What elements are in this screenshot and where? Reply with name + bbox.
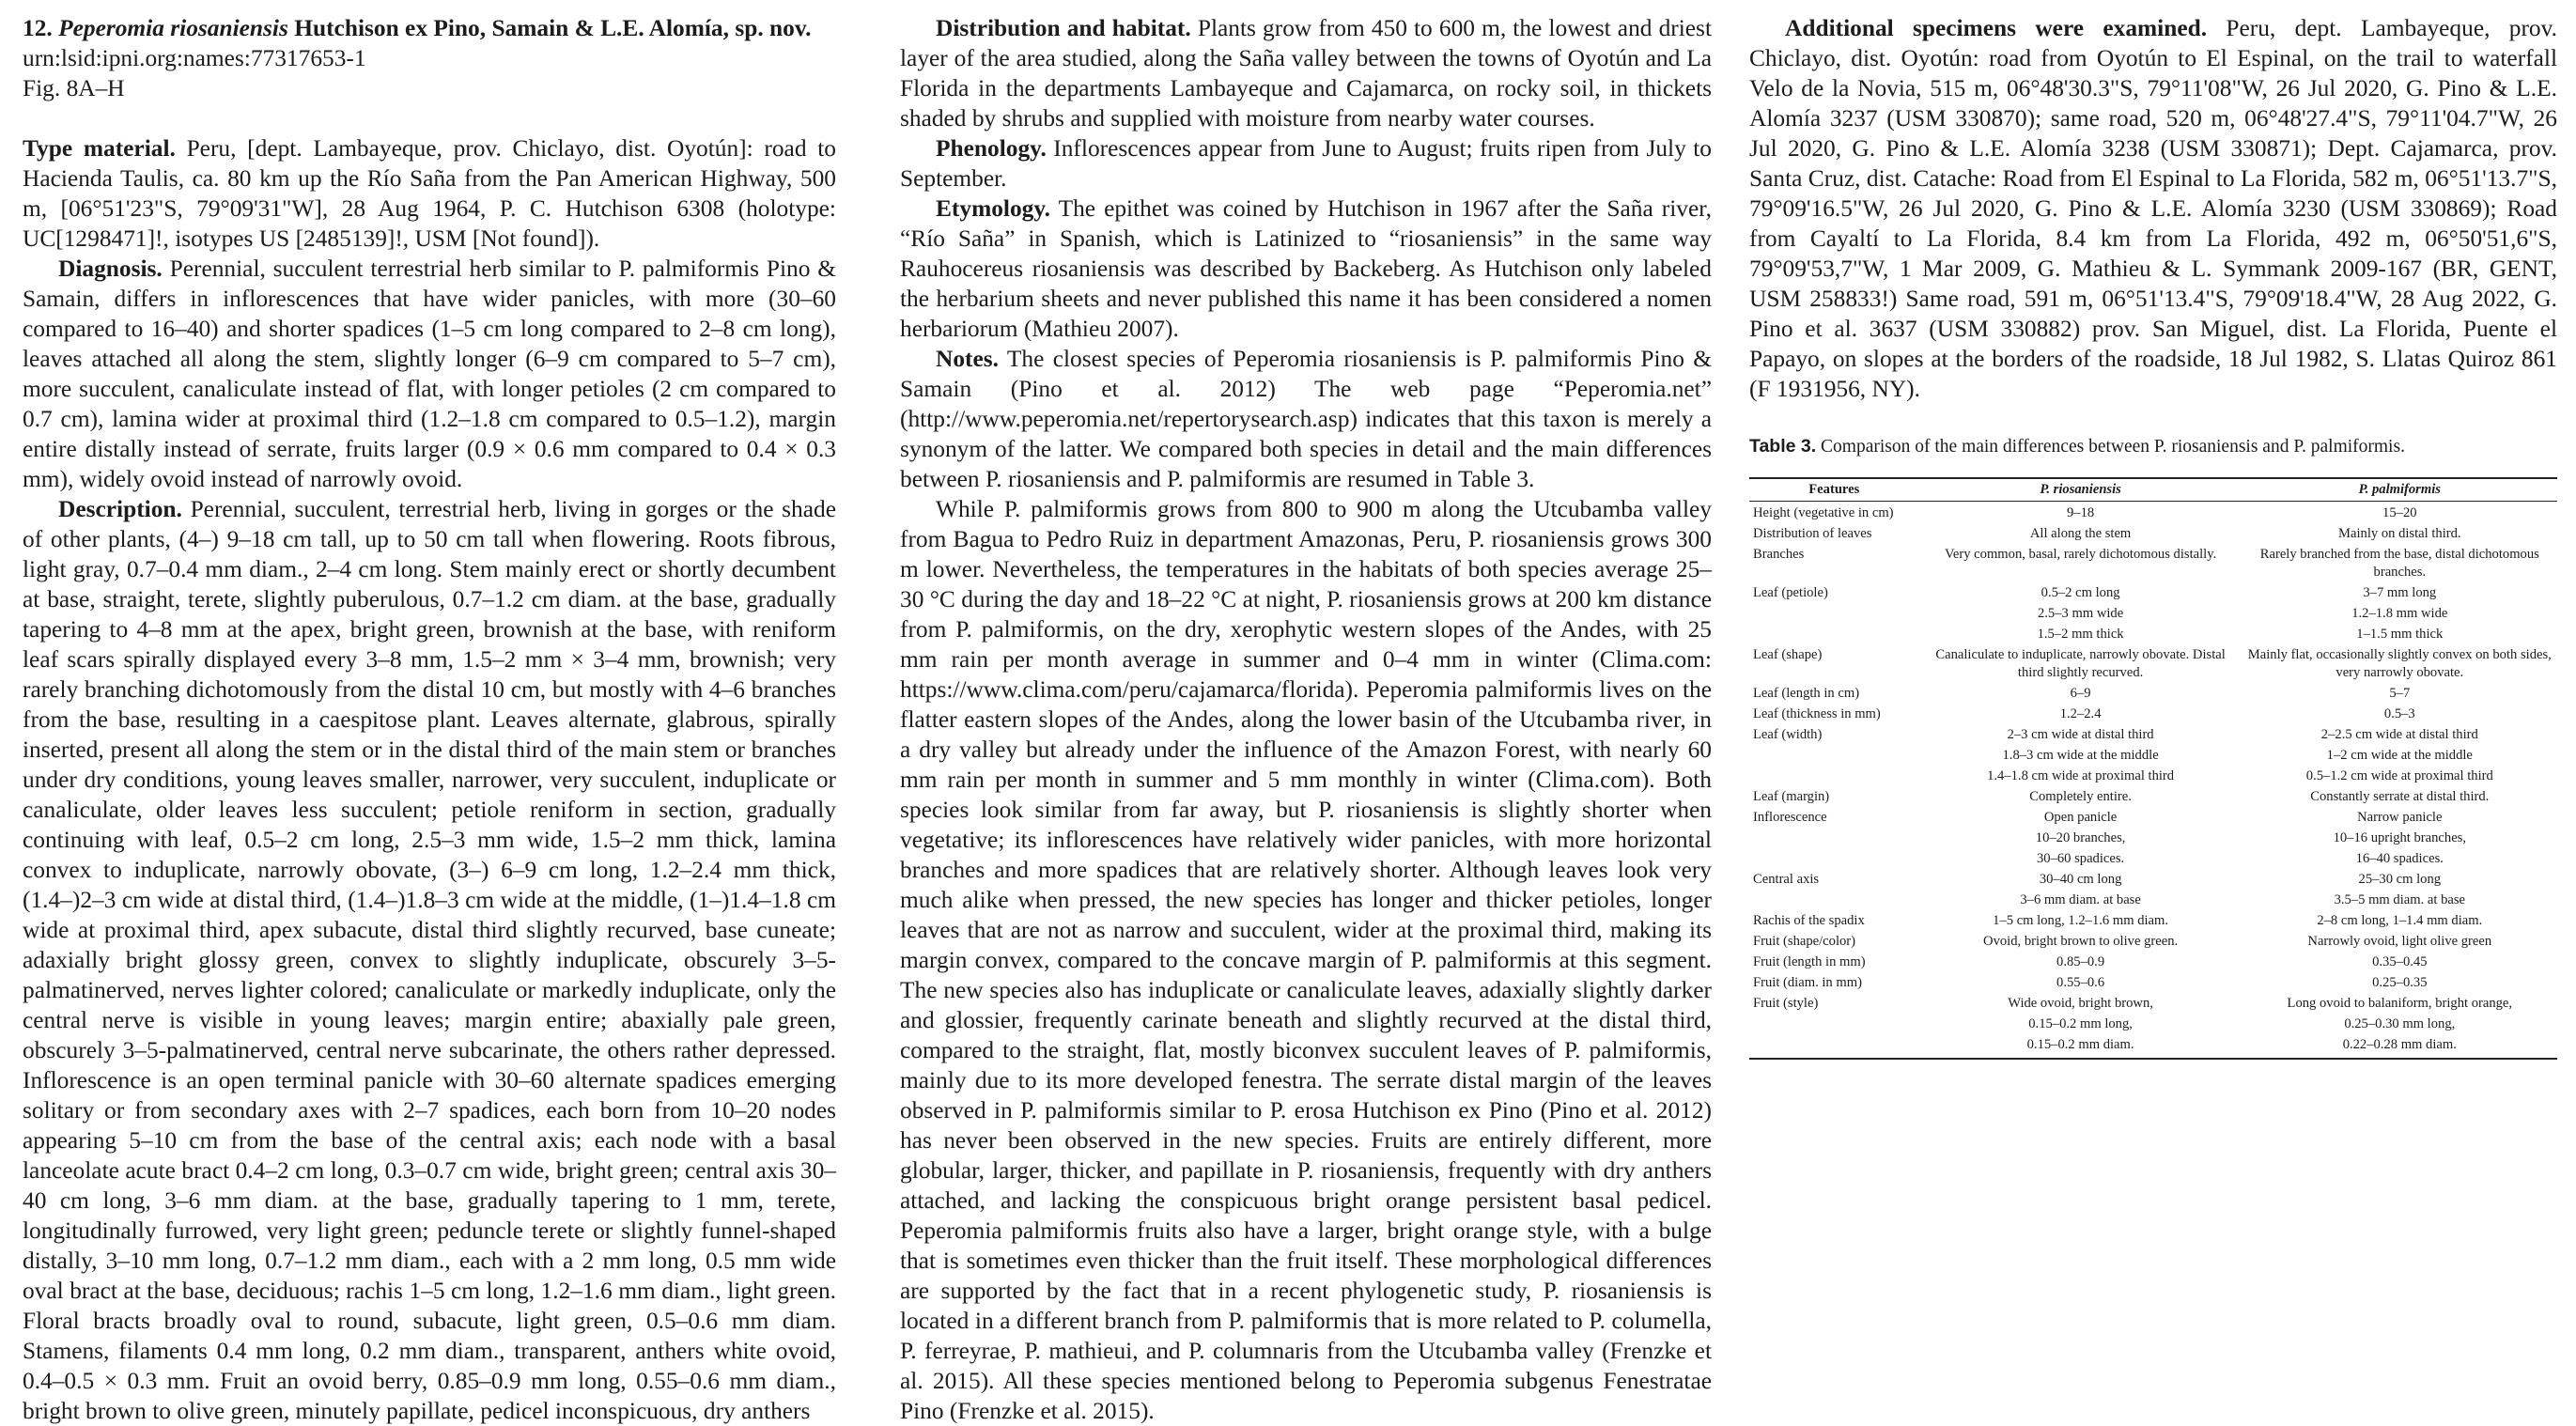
- table-cell-palmiformis: 1.2–1.8 mm wide: [2351, 606, 2448, 621]
- table-cell-feature: Leaf (length in cm): [1753, 686, 1860, 701]
- table-cell-feature: Height (vegetative in cm): [1753, 505, 1894, 520]
- comparison-table: [1749, 477, 2557, 1060]
- table-row: [1749, 785, 2557, 806]
- notes-paragraph: [900, 344, 1712, 494]
- notes-label: Notes.: [936, 346, 999, 372]
- table-header-features: Features: [1749, 478, 1919, 502]
- table-header-row: [1749, 478, 2557, 502]
- description-label: Description.: [58, 496, 182, 522]
- table-cell-feature: [1749, 1013, 1919, 1033]
- table-cell-riosaniensis: 0.5–2 cm long: [2041, 585, 2120, 600]
- table-cell-feature: Leaf (petiole): [1753, 585, 1828, 600]
- species-authors: Hutchison ex Pino, Samain & L.E. Alomía, sp. nov.: [294, 15, 812, 41]
- table-row: [1749, 765, 2557, 785]
- table-header-palmiformis: P. palmiformis: [2242, 478, 2557, 502]
- table-cell-palmiformis: 3–7 mm long: [2363, 585, 2437, 600]
- table-cell-palmiformis: 15–20: [2382, 505, 2417, 520]
- left-column: [23, 13, 836, 1424]
- table-row: [1749, 744, 2557, 765]
- table-cell-feature: Distribution of leaves: [1753, 526, 1872, 541]
- table-header-riosaniensis: P. riosaniensis: [1919, 478, 2242, 502]
- table-row: [1749, 643, 2557, 682]
- table-cell-riosaniensis: 0.15–0.2 mm long,: [2028, 1016, 2133, 1031]
- species-heading: [23, 13, 836, 43]
- table-row: [1749, 581, 2557, 602]
- table-cell-feature: Leaf (thickness in mm): [1753, 706, 1881, 721]
- table-cell-riosaniensis: 0.15–0.2 mm diam.: [1919, 1033, 2242, 1059]
- diagnosis-text: Perennial, succulent terrestrial herb similar to P. palmiformis Pino & Samain, differs in inflorescences that have wider panicles, with more (30–60 compared to 16–40) and shorter spadices (1–5 cm long compared to 2–8 cm long), leaves attached all along the stem, slightly longer (6–9 cm compared to 5–7 cm), more succulent, canaliculate instead of flat, with longer petioles (2 cm compared to 0.7 cm), lamina wider at proximal third (1.2–1.8 cm compared to 0.5–1.2), margin entire distally instead of serrate, fruits larger (0.9 × 0.6 mm compared to 0.4 × 0.3 mm), widely ovoid instead of narrowly ovoid.: [23, 256, 836, 492]
- table-row: [1749, 992, 2557, 1013]
- table-cell-riosaniensis: 1.4–1.8 cm wide at proximal third: [1987, 768, 2175, 783]
- etymology-paragraph: [900, 194, 1712, 344]
- notes-text: The closest species of Peperomia riosaniensis is P. palmiformis Pino & Samain (Pino et al. 2012) The web page “Peperomia.net” (http://www.peperomia.net/repertorysearch.asp) indicates that this taxon is merely a synonym of the latter. We compared both species in detail and the main differences between P. riosaniensis and P. palmiformis are resumed in Table 3.: [900, 346, 1713, 492]
- table-cell-riosaniensis: All along the stem: [2029, 526, 2132, 541]
- table-cell-palmiformis: 25–30 cm long: [2358, 872, 2442, 887]
- distribution-paragraph: [900, 13, 1712, 133]
- table-cell-feature: Fruit (length in mm): [1753, 954, 1866, 969]
- table-cell-palmiformis: 0.35–0.45: [2372, 954, 2428, 969]
- table-cell-palmiformis: 5–7: [2389, 686, 2411, 701]
- table-cell-riosaniensis: Very common, basal, rarely dichotomous distally.: [1944, 547, 2217, 562]
- table-row: [1749, 682, 2557, 703]
- table-cell-feature: Leaf (shape): [1753, 647, 1823, 662]
- description-paragraph: [23, 494, 836, 1426]
- table-cell-palmiformis: 16–40 spadices.: [2355, 851, 2444, 866]
- table-cell-palmiformis: 10–16 upright branches,: [2333, 830, 2467, 845]
- table-row: [1749, 806, 2557, 827]
- table-cell-riosaniensis: 2–3 cm wide at distal third: [2007, 727, 2154, 742]
- species-number: 12.: [23, 15, 53, 41]
- table-cell-feature: [1749, 889, 1919, 909]
- phenology-text: Inflorescences appear from June to August; fruits ripen from July to September.: [900, 135, 1712, 192]
- table-cell-palmiformis: 0.22–0.28 mm diam.: [2242, 1033, 2557, 1059]
- table-caption: [1749, 434, 2557, 459]
- table-cell-feature: [1749, 623, 1919, 643]
- table-cell-riosaniensis: 10–20 branches,: [2035, 830, 2126, 845]
- table-cell-feature: Leaf (margin): [1753, 789, 1830, 804]
- table-cell-palmiformis: Rarely branched from the base, distal dichotomous branches.: [2259, 547, 2539, 580]
- table-cell-riosaniensis: 1.5–2 mm thick: [2037, 627, 2124, 642]
- table-cell-riosaniensis: 30–60 spadices.: [2036, 851, 2125, 866]
- table-cell-riosaniensis: Canaliculate to induplicate, narrowly obovate. Distal third slightly recurved.: [1935, 647, 2226, 680]
- table-cell-palmiformis: 2–8 cm long, 1–1.4 mm diam.: [2317, 913, 2483, 928]
- type-material-text: Peru, [dept. Lambayeque, prov. Chiclayo, dist. Oyotún]: road to Hacienda Taulis, ca. 80 km up the Río Saña from the Pan American Highway, 500 m, [06°51'23"S, 79°09'31"W], 28 Aug 1964, P. C. Hutchison 6308 (holotype: UC[1298471]!, isotypes US [2485139]!, USM [Not found]).: [23, 135, 836, 252]
- additional-specimens-label: Additional specimens were examined.: [1785, 15, 2208, 41]
- table-cell-feature: Inflorescence: [1753, 810, 1827, 825]
- table-row: [1749, 930, 2557, 951]
- table-cell-feature: Branches: [1753, 547, 1805, 562]
- table-row: [1749, 502, 2557, 523]
- table-row: [1749, 951, 2557, 971]
- table-body: [1749, 502, 2557, 1060]
- ipni-urn: urn:lsid:ipni.org:names:77317653-1: [23, 45, 366, 71]
- table-cell-palmiformis: Mainly on distal third.: [2338, 526, 2461, 541]
- table-row: [1749, 543, 2557, 581]
- etymology-label: Etymology.: [936, 195, 1051, 222]
- type-material-label: Type material.: [23, 135, 176, 162]
- right-column: [1749, 13, 2557, 404]
- table-cell-palmiformis: Narrowly ovoid, light olive green: [2307, 934, 2492, 949]
- table-cell-feature: Rachis of the spadix: [1753, 913, 1865, 928]
- table-cell-feature: [1749, 602, 1919, 623]
- table-cell-palmiformis: 0.5–3: [2383, 706, 2415, 721]
- table-cell-palmiformis: 0.25–0.35: [2372, 975, 2428, 990]
- additional-specimens-text: Peru, dept. Lambayeque, prov. Chiclayo, dist. Oyotún: road from Oyotún to El Espinal, on the trail to waterfall Velo de la Novia, 515 m, 06°48'30.3"S, 79°11'08"W, 26 Jul 2020, G. Pino & L.E. Alomía 3237 (USM 330870); same road, 520 m, 06°48'27.4"S, 79°11'04.7"W, 26 Jul 2020, G. Pino & L.E. Alomía 3238 (USM 330871); Dept. Cajamarca, prov. Santa Cruz, dist. Catache: Road from El Espinal to La Florida, 582 m, 06°51'13.7"S, 79°09'16.5"W, 26 Jul 2020, G. Pino & L.E. Alomía 3230 (USM 330869); Road from Cayaltí to La Florida, 8.4 km from La Florida, 492 m, 06°50'51,6"S, 79°09'53,7"W, 1 Mar 2009, G. Mathieu & L. Symmank 2009-167 (BR, GENT, USM 258833!) Same road, 591 m, 06°51'13.4"S, 79°09'18.4"W, 28 Aug 2022, G. Pino et al. 3637 (USM 330882) prov. San Miguel, dist. La Florida, Puente el Papayo, on slopes at the borders of the roadside, 18 Jul 1982, S. Llatas Quiroz 861 (F 1931956, NY).: [1749, 15, 2557, 402]
- table-cell-palmiformis: 1–2 cm wide at the middle: [2326, 748, 2473, 763]
- table-row: [1749, 889, 2557, 909]
- comparison-paragraph: While P. palmiformis grows from 800 to 900 m along the Utcubamba valley from Bagua to Pedro Ruiz in department Amazonas, Peru, P. riosaniensis grows 300 m lower. Nevertheless, the temperatures in the habitats of both species average 25–30 °C during the day and 18–22 °C at night, P. riosaniensis grows at 200 km distance from P. palmiformis, on the dry, xerophytic western slopes of the Andes, with 25 mm rain per month average in summer and 0–4 mm in winter (Clima.com: https://www.clima.com/peru/cajamarca/florida). Peperomia palmiformis lives on the flatter eastern slopes of the Andes, along the lower basin of the Utcubamba river, in a dry valley but already under the influence of the Amazon Forest, with nearly 60 mm rain per month in summer and 5 mm monthly in winter (Clima.com). Both species look similar from far away, but P. riosaniensis is slightly shorter when vegetative; its inflorescences have relatively wider panicles, with more horizontal branches and more spadices that are relatively shorter. Although leaves look very much alike when pressed, the new species has longer and thicker petioles, longer leaves that are not as narrow and succulent, wider at the proximal third, making its margin convex, compared to the concave margin of P. palmiformis at this segment. The new species also has induplicate or canaliculate leaves, adaxially slightly darker and glossier, frequently carinate beneath and slightly recurved at the distal third, compared to the straight, flat, mostly biconvex succulent leaves of P. palmiformis, mainly due to its more developed fenestra. The serrate distal margin of the leaves observed in P. palmiformis similar to P. erosa Hutchison ex Pino (Pino et al. 2012) has never been observed in the new species. Fruits are entirely different, more globular, larger, thicker, and papillate in P. riosaniensis, frequently with dry anthers attached, and lacking the conspicuous bright orange persistent basal pedicel. Peperomia palmiformis fruits also have a larger, bright orange style, with a bulge that is sometimes even thicker than the fruit itself. These morphological differences are supported by the fact that in a recent phylogenetic study, P. riosaniensis is located in a different branch from P. palmiformis that is more related to P. columella, P. ferreyrae, P. mathieui, and P. columnaris from the Utcubamba valley (Frenzke et al. 2015). All these species mentioned belong to Peperomia subgenus Fenestratae Pino (Frenzke et al. 2015).: [900, 496, 1712, 1424]
- table-cell-feature: [1749, 765, 1919, 785]
- table-cell-riosaniensis: Completely entire.: [2029, 789, 2132, 804]
- table-cell-feature: [1749, 827, 1919, 847]
- table-cell-riosaniensis: 2.5–3 mm wide: [2037, 606, 2124, 621]
- table-cell-riosaniensis: 30–40 cm long: [2039, 872, 2122, 887]
- table-cell-palmiformis: 0.5–1.2 cm wide at proximal third: [2305, 768, 2493, 783]
- table-cell-feature: [1749, 744, 1919, 765]
- table-cell-riosaniensis: 0.55–0.6: [2056, 975, 2105, 990]
- table-row: [1749, 847, 2557, 868]
- species-name: Peperomia riosaniensis: [58, 15, 288, 41]
- description-text: Perennial, succulent, terrestrial herb, living in gorges or the shade of other plants, (4–) 9–18 cm tall, up to 50 cm tall when flowering. Roots fibrous, light gray, 0.7–0.4 mm diam., 2–4 cm long. Stem mainly erect or shortly decumbent at base, straight, terete, slightly puberulous, 0.7–1.2 cm diam. at the base, gradually tapering to 4–8 mm at the apex, bright green, brownish at the base, with reniform leaf scars spirally displayed every 3–8 mm, 1.5–2 mm × 3–4 mm, brownish; very rarely branching dichotomously from the distal 10 cm, but mostly with 4–6 branches from the base, resulting in a caespitose plant. Leaves alternate, glabrous, spirally inserted, present all along the stem or in the distal third of the main stem or branches under dry conditions, young leaves smaller, narrower, very succulent, induplicate or canaliculate, older leaves less succulent; petiole reniform in section, gradually continuing with leaf, 0.5–2 cm long, 2.5–3 mm wide, 1.5–2 mm thick, lamina convex to induplicate, narrowly obovate, (3–) 6–9 cm long, 1.2–2.4 mm thick, (1.4–)2–3 cm wide at distal third, (1.4–)1.8–3 cm wide at the middle, (1–)1.4–1.8 cm wide at proximal third, apex subacute, distal third slightly recurved, base cuneate; adaxially bright glossy green, convex to slightly induplicate, obscurely 3–5-palmatinerved, nerves lighter colored; canaliculate or markedly induplicate, only the central nerve is visible in young leaves; margin entire; abaxially pale green, obscurely 3–5-palmatinerved, central nerve subcarinate, the others rather depressed. Inflorescence is an open terminal panicle with 30–60 alternate spadices emerging solitary or from secondary axes with 2–7 spadices, each born from 10–20 nodes appearing 5–10 cm from the base of the central axis; each node with a basal lanceolate acute bract 0.4–2 cm long, 0.3–0.7 cm wide, bright green; central axis 30–40 cm long, 3–6 mm diam. at the base, gradually tapering to 1 mm, terete, longitudinally furrowed, very light green; peduncle terete or slightly funnel-shaped distally, 3–10 mm long, 0.7–1.2 mm diam., each with a 2 mm long, 0.5 mm wide oval bract at the base, deciduous; rachis 1–5 cm long, 1.2–1.6 mm diam., light green. Floral bracts broadly oval to round, subacute, light green, 0.5–0.6 mm diam. Stamens, filaments 0.4 mm long, 0.2 mm diam., transparent, anthers white ovoid, 0.4–0.5 × 0.3 mm. Fruit an ovoid berry, 0.85–0.9 mm long, 0.55–0.6 mm diam., bright brown to olive green, minutely papillate, pedicel inconspicuous, dry anthers: [23, 496, 836, 1424]
- distribution-label: Distribution and habitat.: [936, 15, 1191, 41]
- table-cell-feature: Fruit (diam. in mm): [1753, 975, 1862, 990]
- table-cell-palmiformis: 1–1.5 mm thick: [2356, 627, 2444, 642]
- table-cell-palmiformis: Mainly flat, occasionally slightly convex on both sides, very narrowly obovate.: [2247, 647, 2552, 680]
- diagnosis-paragraph: [23, 254, 836, 494]
- table-row: [1749, 522, 2557, 543]
- table-row: [1749, 602, 2557, 623]
- table-cell-riosaniensis: 3–6 mm diam. at base: [2020, 892, 2141, 907]
- middle-column: [900, 13, 1712, 1426]
- table-row: [1749, 971, 2557, 992]
- phenology-label: Phenology.: [936, 135, 1047, 162]
- table-cell-riosaniensis: 1.2–2.4: [2059, 706, 2102, 721]
- additional-specimens-paragraph: [1749, 13, 2557, 404]
- table-cell-feature: Central axis: [1753, 872, 1820, 887]
- type-material-paragraph: [23, 133, 836, 254]
- figure-reference: Fig. 8A–H: [23, 75, 125, 101]
- phenology-paragraph: [900, 133, 1712, 194]
- table-row: [1749, 1033, 2557, 1059]
- etymology-text: The epithet was coined by Hutchison in 1967 after the Saña river, “Río Saña” in Spanish, which is Latinized to “riosaniensis” in the same way Rauhocereus riosaniensis was described by Backeberg. As Hutchison only labeled the herbarium sheets and never published this name it has been considered a nomen herbariorum (Mathieu 2007).: [900, 195, 1712, 342]
- table-row: [1749, 1013, 2557, 1033]
- table-cell-riosaniensis: Open panicle: [2043, 810, 2118, 825]
- table-cell-palmiformis: Long ovoid to balaniform, bright orange,: [2287, 996, 2513, 1011]
- table-cell-riosaniensis: 1–5 cm long, 1.2–1.6 mm diam.: [1993, 913, 2169, 928]
- table-cell-riosaniensis: Ovoid, bright brown to olive green.: [1983, 934, 2179, 949]
- table-row: [1749, 723, 2557, 744]
- distribution-text: Plants grow from 450 to 600 m, the lowest and driest layer of the area studied, along the Saña valley between the towns of Oyotún and La Florida in the departments Lambayeque and Cajamarca, on rocky soil, in thickets shaded by shrubs and supplied with moisture from nearby water courses.: [900, 15, 1712, 132]
- table-cell-riosaniensis: 9–18: [2067, 505, 2095, 520]
- table-row: [1749, 827, 2557, 847]
- table-caption-text: Comparison of the main differences between P. riosaniensis and P. palmiformis.: [1821, 437, 2405, 457]
- table-cell-palmiformis: 3.5–5 mm diam. at base: [2334, 892, 2466, 907]
- table-row: [1749, 868, 2557, 889]
- table-cell-riosaniensis: 6–9: [2070, 686, 2091, 701]
- table-cell-feature: Fruit (shape/color): [1753, 934, 1856, 949]
- table-cell-riosaniensis: 0.85–0.9: [2056, 954, 2105, 969]
- table-cell-feature: Fruit (style): [1753, 996, 1819, 1011]
- table-row: [1749, 909, 2557, 930]
- table-caption-label: Table 3.: [1749, 436, 1817, 457]
- table-cell-riosaniensis: 1.8–3 cm wide at the middle: [2002, 748, 2159, 763]
- table-cell-feature: Leaf (width): [1753, 727, 1823, 742]
- diagnosis-label: Diagnosis.: [58, 256, 163, 282]
- table-row: [1749, 703, 2557, 723]
- table-cell-palmiformis: 2–2.5 cm wide at distal third: [2320, 727, 2478, 742]
- table-cell-riosaniensis: Wide ovoid, bright brown,: [2008, 996, 2153, 1011]
- table-cell-feature: [1749, 1033, 1919, 1059]
- table-cell-feature: [1749, 847, 1919, 868]
- table-cell-palmiformis: 0.25–0.30 mm long,: [2344, 1016, 2456, 1031]
- table-cell-palmiformis: Constantly serrate at distal third.: [2310, 789, 2490, 804]
- table-cell-palmiformis: Narrow panicle: [2357, 810, 2443, 825]
- table-row: [1749, 623, 2557, 643]
